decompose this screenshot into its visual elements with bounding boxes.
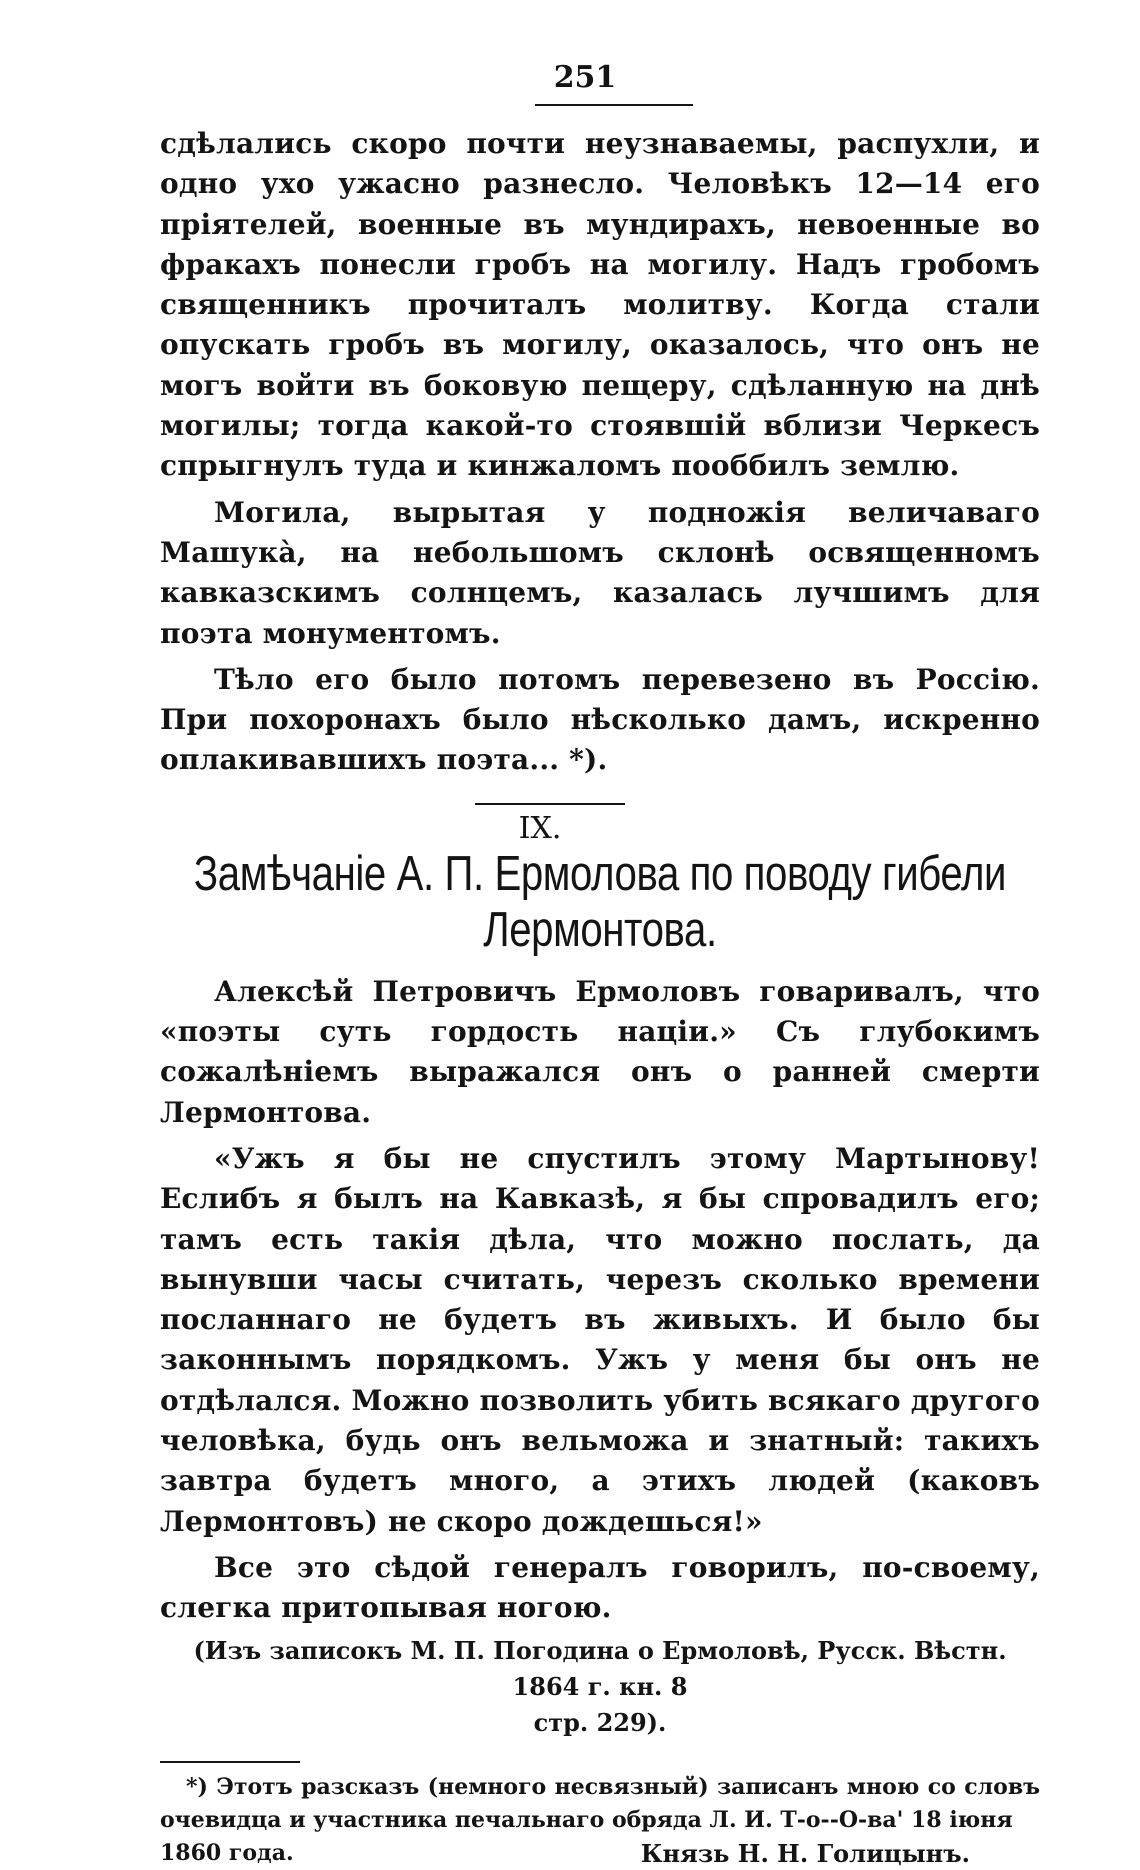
paragraph-continuation: сдѣлались скоро почти неузнаваемы, распухли, и одно ухо ужасно разнесло. Человѣкъ 12—14 его пріятелей, военные въ мундирахъ, невоенные во фракахъ понесли гробъ на могилу. Надъ гробомъ священникъ прочиталъ молитву. Когда стали опускать гробъ въ могилу, оказалось, что онъ не могъ войти въ боковую пещеру, сдѣланную на днѣ могилы; тогда какой-то стоявшій вблизи Черкесъ спрыгнулъ туда и кинжаломъ пооббилъ землю. [160,127,1040,483]
paragraph-general: Все это сѣдой генералъ говорилъ, по-своему, слегка притопывая ногою. [160,1550,1040,1625]
paragraph-body-transfer: Тѣло его было потомъ перевезено въ Россію. При похоронахъ было нѣсколько дамъ, искренно оплакивавшихъ поэта... *). [160,662,1040,777]
section-divider [475,803,625,805]
page-body [160,124,1040,1870]
footnote-year: 1860 года. [160,1839,294,1866]
source-line-1: (Изъ записокъ М. П. Погодина о Ермоловѣ, Русск. Вѣстн. 1864 г. кн. 8 [193,1635,1007,1701]
source-line-2: стр. 229). [533,1707,667,1737]
footnote-text: *) Этотъ разсказъ (немного несвязный) записанъ мною со словъ очевидца и участника печальнаго обряда Л. И. Т-о--О-ва' 18 іюня [160,1773,1040,1833]
footnote-rule [160,1761,300,1763]
paragraph-ermolov-intro: Алексѣй Петровичъ Ермоловъ говаривалъ, что «поэты суть гордость націи.» Съ глубокимъ сожалѣніемъ выражался онъ о ранней смерти Лермонтова. [160,974,1040,1129]
footnote-signature: Князь Н. Н. Голицынъ. [640,1838,970,1868]
page-number: 251 [553,60,617,95]
section-number: IX. [518,810,562,846]
paragraph-ermolov-quote: «Ужъ я бы не спустилъ этому Мартынову! Еслибъ я былъ на Кавказѣ, я бы спровадилъ его; тамъ есть такія дѣла, что можно послать, да вынувши часы считать, черезъ сколько времени посланнаго не будетъ въ живыхъ. И было бы законнымъ порядкомъ. Ужъ у меня бы онъ не отдѣлался. Можно позволить убить всякаго другого человѣка, будь онъ вельможа и знатный: такихъ завтра будетъ много, а этихъ людей (каковъ Лермонтовъ) не скоро дождешься!» [160,1141,1040,1538]
paragraph-grave: Могила, вырытая у подножія величаваго Машукà, на небольшомъ склонѣ освященномъ кавказскимъ солнцемъ, казалась лучшимъ для поэта монументомъ. [160,495,1040,650]
source-citation [160,1633,1040,1741]
section-title: Замѣчаніе А. П. Ермолова по поводу гибели Лермонтова. [193,846,1007,957]
footnote [160,1771,1040,1870]
header-rule [535,104,693,106]
